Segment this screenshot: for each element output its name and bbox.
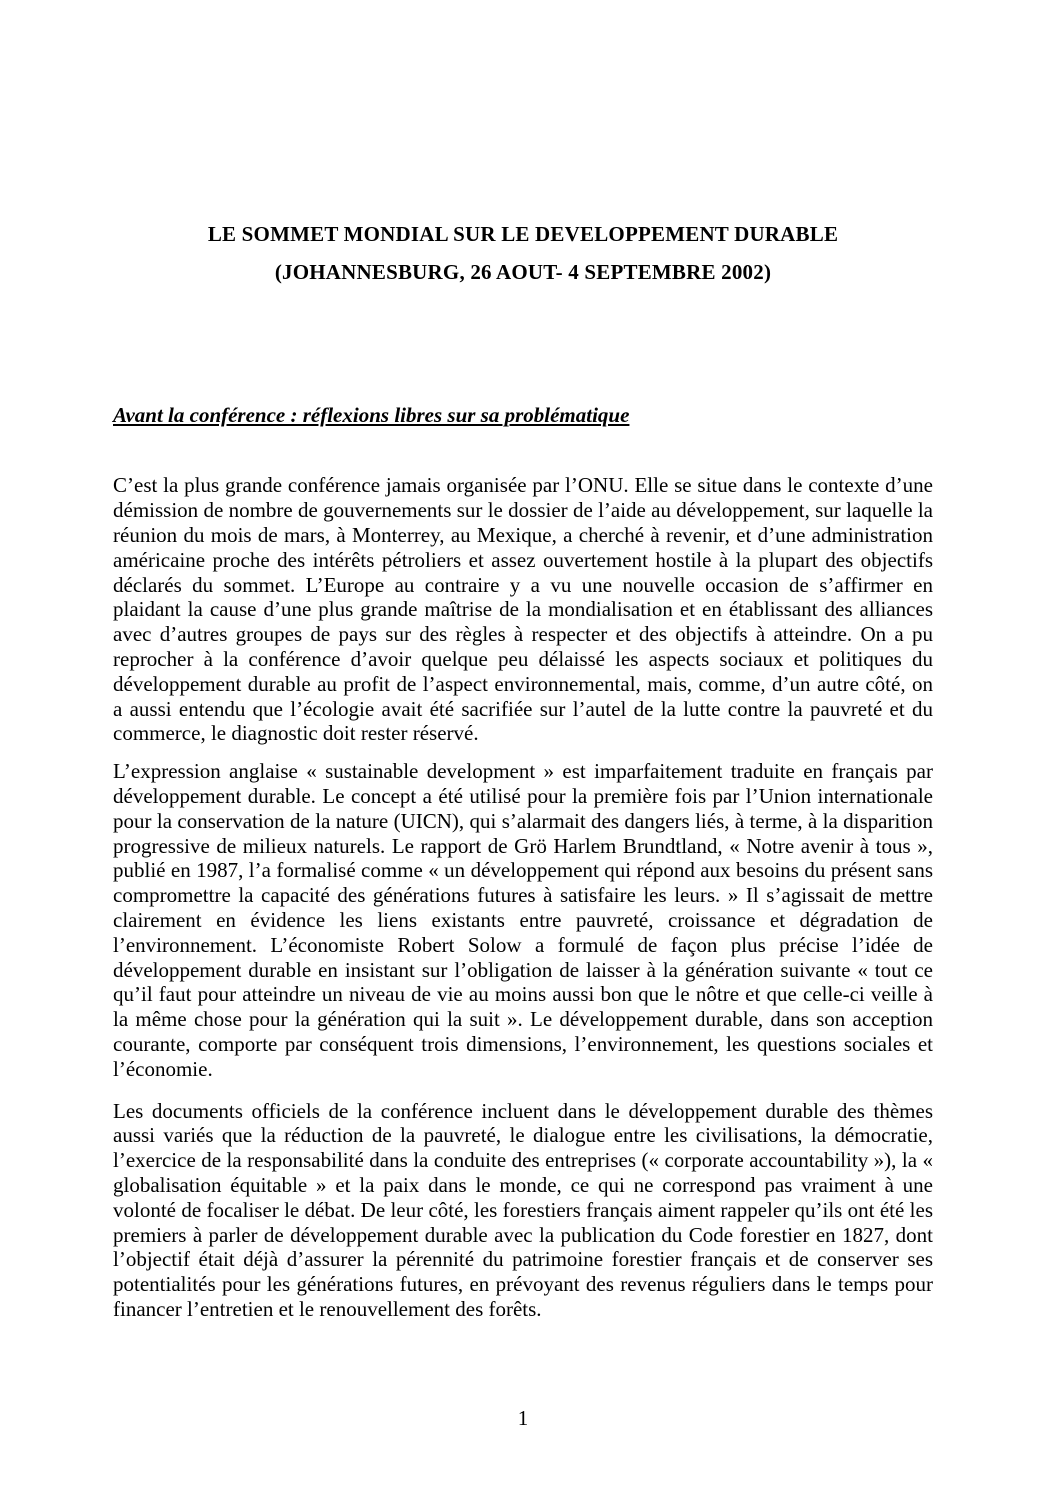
paragraph-sustainable-development-definition: L’expression anglaise « sustainable development » est imparfaitement traduite en français par développement durable. Le concept a été utilisé pour la première fois par l’Union internationale pour la conservation de la nature (UICN), qui s’alarmait des dangers liés, à terme, à la disparition progressive de milieux naturels. Le rapport de Grö Harlem Brundtland, « Notre avenir à tous », publié en 1987, l’a formalisé comme « un développement qui répond aux besoins du présent sans compromettre la capacité des générations futures à satisfaire les leurs. » Il s’agissait de mettre clairement en évidence les liens existants entre pauvreté, croissance et dégradation de l’environnement. L’économiste Robert Solow a formulé de façon plus précise l’idée de développement durable en insistant sur l’obligation de laisser à la génération suivante « tout ce qu’il faut pour atteindre un niveau de vie au moins aussi bon que le nôtre et que celle-ci veille à la même chose pour la génération qui la suit ». Le développement durable, dans son acception courante, comporte par conséquent trois dimensions, l’environnement, les questions sociales et l’économie. [113,759,933,1081]
document-content [113,0,933,1322]
paragraph-conference-context: C’est la plus grande conférence jamais organisée par l’ONU. Elle se situe dans le contexte d’une démission de nombre de gouvernements sur le dossier de l’aide au développement, sur laquelle la réunion du mois de mars, à Monterrey, au Mexique, a cherché à revenir, et d’une administration américaine proche des intérêts pétroliers et assez ouvertement hostile à la plupart des objectifs déclarés du sommet. L’Europe au contraire y a vu une nouvelle occasion de s’affirmer en plaidant la cause d’une plus grande maîtrise de la mondialisation et en établissant des alliances avec d’autres groupes de pays sur des règles à respecter et des objectifs à atteindre. On a pu reprocher à la conférence d’avoir quelque peu délaissé les aspects sociaux et politiques du développement durable au profit de l’aspect environnemental, mais, comme, d’un autre côté, on a aussi entendu que l’écologie avait été sacrifiée sur l’autel de la lutte contre la pauvreté et du commerce, le diagnostic doit rester réservé. [113,473,933,746]
paragraph-official-documents-themes: Les documents officiels de la conférence incluent dans le développement durable des thèmes aussi variés que la réduction de la pauvreté, le dialogue entre les civilisations, la démocratie, l’exercice de la responsabilité dans la conduite des entreprises (« corporate accountability »), la « globalisation équitable » et la paix dans le monde, ce qui ne correspond pas vraiment à une volonté de focaliser le débat. De leur côté, les forestiers français aiment rappeler qu’ils ont été les premiers à parler de développement durable avec la publication du Code forestier en 1827, dont l’objectif était déjà d’assurer la pérennité du patrimoine forestier français et de conserver ses potentialités pour les générations futures, en prévoyant des revenus réguliers dans le temps pour financer l’entretien et le renouvellement des forêts. [113,1098,933,1321]
document-title-line2: (JOHANNESBURG, 26 AOUT- 4 SEPTEMBRE 2002) [274,259,772,284]
section-heading: Avant la conférence : réflexions libres sur sa problématique [113,402,630,427]
page-number: 1 [517,1406,529,1430]
document-title-line1: LE SOMMET MONDIAL SUR LE DEVELOPPEMENT DURABLE [207,222,839,246]
